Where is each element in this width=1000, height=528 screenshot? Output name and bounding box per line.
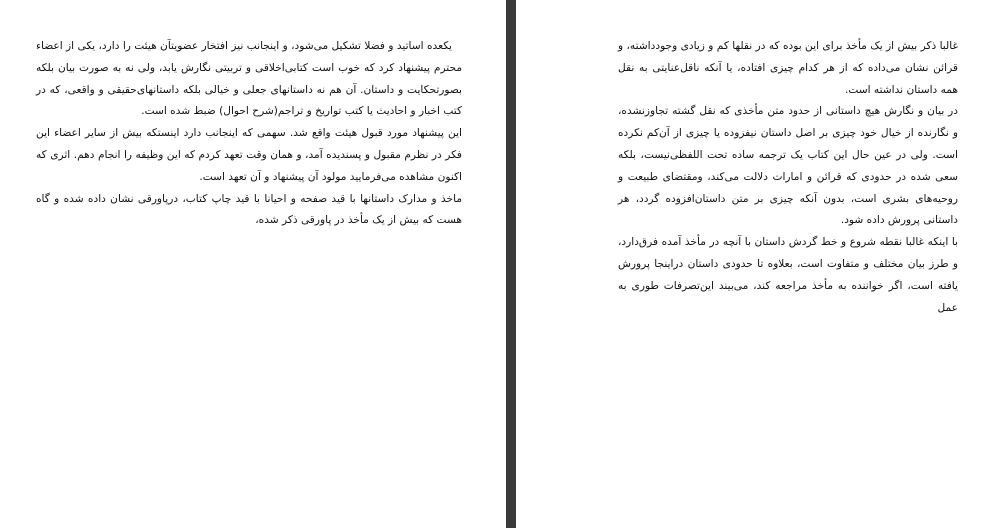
paragraph: با اینکه غالبا نقطه شروع و خط گردش داستان با آنچه در مأخذ آمده فرق‌دارد، و طرز بیان مختلف و متفاوت است، بعلاوه تا حدودی داستان دراینجا پرورش یافته است، اگر خواننده به مأخذ مراجعه کند، می‌بیند این‌تصرفات طوری به عمل — [618, 236, 958, 314]
left-page-text — [36, 36, 462, 232]
paragraph: غالبا ذکر بیش از یک مأخذ برای این بوده که در نقلها کم و زیادی وجودداشته، و قرائن نشان می‌داده که از هر کدام چیزی افتاده، یا آنکه ناقل‌عنایتی به نقل همه داستان نداشته است. — [618, 40, 958, 96]
right-page — [516, 0, 1000, 528]
paragraph: این پیشنهاد مورد قبول هیئت واقع شد. سهمی که اینجانب دارد اینستکه بیش از سایر اعضاء این فکر در نظرم مقبول و پسندیده آمد، و همان وقت تعهد کردم که این وظیفه را انجام دهم. اثری که اکنون مشاهده می‌فرمایید مولود آن پیشنهاد و آن تعهد است. — [36, 127, 462, 183]
page-divider — [506, 0, 516, 528]
paragraph: یکعده اساتید و فضلا تشکیل می‌شود، و اینجانب نیز افتخار عضویتآن هیئت را دارد، یکی از اعضاء محترم پیشنهاد کرد که خوب است کتابی‌اخلاقی و تربیتی نگارش یابد، ولی نه به صورت بیان بلکه بصورتحکایت و داستان. آن هم نه داستانهای جعلی و خیالی بلکه داستانهای‌حقیقی و واقعی، که در کتب اخبار و احادیث یا کتب تواریخ و تراجم(شرح احوال) ضبط شده است. — [36, 40, 462, 118]
paragraph: ماخذ و مدارک داستانها با قید صفحه و احیانا با قید چاپ کتاب، درپاورقی نشان داده شده و گاه هست که بیش از یک مأخذ در پاورقی ذکر شده، — [36, 192, 462, 227]
right-page-text — [618, 36, 958, 319]
paragraph: در بیان و نگارش هیچ داستانی از حدود متن مأخذی که نقل گشته تجاوزنشده، و نگارنده از خیال خود چیزی بر اصل داستان نیفزوده یا چیزی از آن‌کم نکرده است. ولی در عین حال این کتاب یک ترجمه ساده تحت اللفظی‌نیست، بلکه سعی شده در حدودی که قرائن و امارات دلالت می‌کند، ومقتضای طبیعت و روحیه‌های بشری است، بدون آنکه چیزی بر متن داستان‌افزوده گردد، هر داستانی پرورش داده شود. — [618, 105, 958, 227]
